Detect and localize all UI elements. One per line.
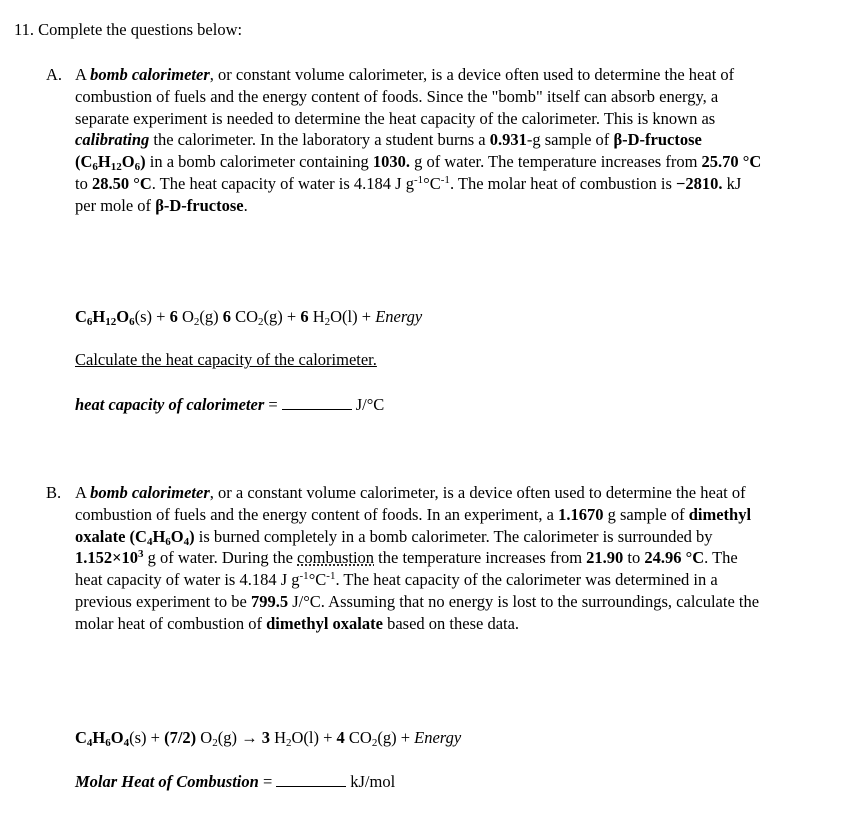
molar-heat-answer-blank[interactable] [276, 772, 346, 787]
equation-a: $C_6H_{12}O_6(s) + 6$ $O_2(g)$ 6 $CO_2(g) + 6$ $H_2O(l)$ + Energy [75, 307, 423, 328]
heat-capacity-answer-blank[interactable] [282, 395, 352, 410]
reaction-arrow-icon: → [241, 728, 258, 747]
heat-capacity-label: heat capacity of calorimeter [75, 395, 265, 414]
heat-capacity-unit: J/°C [355, 395, 385, 414]
equation-b: $C_4H_6O_4(s) + (7/2) O_2(g) \to 3$ $H_2O(l) + 4$ $CO_2(g)$ + Energy [75, 728, 462, 749]
question-title: 11. Complete the questions below: [14, 20, 243, 39]
heat-capacity-answer-line: heat capacity of calorimeter = J/°C [75, 395, 385, 414]
part-b-letter: B. [46, 483, 62, 502]
calc-instruction: Calculate the heat capacity of the calorimeter. [75, 350, 377, 369]
part-a-paragraph: A bomb calorimeter, or constant volume calorimeter, is a device often used to determine the heat of combustion of fuels and the energy content of foods. Since the "bomb" itself can absorb energy, a separate experiment is needed to determine the heat capacity of the calorimeter. This is known as calibrating the calorimeter. In the laboratory a student burns a 0.931-g sample of β-D-fructose $(C_6H_{12}O_6)$ in a bomb calorimeter containing 1030. g of water. The temperature increases from 25.70 °C to 28.50 °C. The heat capacity of water is 4.184 J $g^{-1}^\circ C^{-1}$. The molar heat of combustion is −2810. kJ per mole of β-D-fructose. [75, 65, 762, 215]
molar-heat-answer-line: Molar Heat of Combustion = kJ/mol [75, 772, 396, 791]
part-a-letter: A. [46, 65, 63, 84]
molar-heat-unit: kJ/mol [350, 772, 396, 791]
part-b-paragraph: A bomb calorimeter, or a constant volume calorimeter, is a device often used to determine the heat of combustion of fuels and the energy content of foods. In an experiment, a 1.1670 g sample of dimethyl oxalate $(C_4H_6O_4)$ is burned completely in a bomb calorimeter. The calorimeter is surrounded by $1.152\times 10^3$ g of water. During the combustion the temperature increases from 21.90 to 24.96 °C. The heat capacity of water is 4.184 J $g^{-1}^\circ C^{-1}$. The heat capacity of the calorimeter was determined in a previous experiment to be 799.5 J/°C. Assuming that no energy is lost to the surroundings, calculate the molar heat of combustion of dimethyl oxalate based on these data. [75, 483, 760, 633]
molar-heat-label: Molar Heat of Combustion [75, 772, 259, 791]
